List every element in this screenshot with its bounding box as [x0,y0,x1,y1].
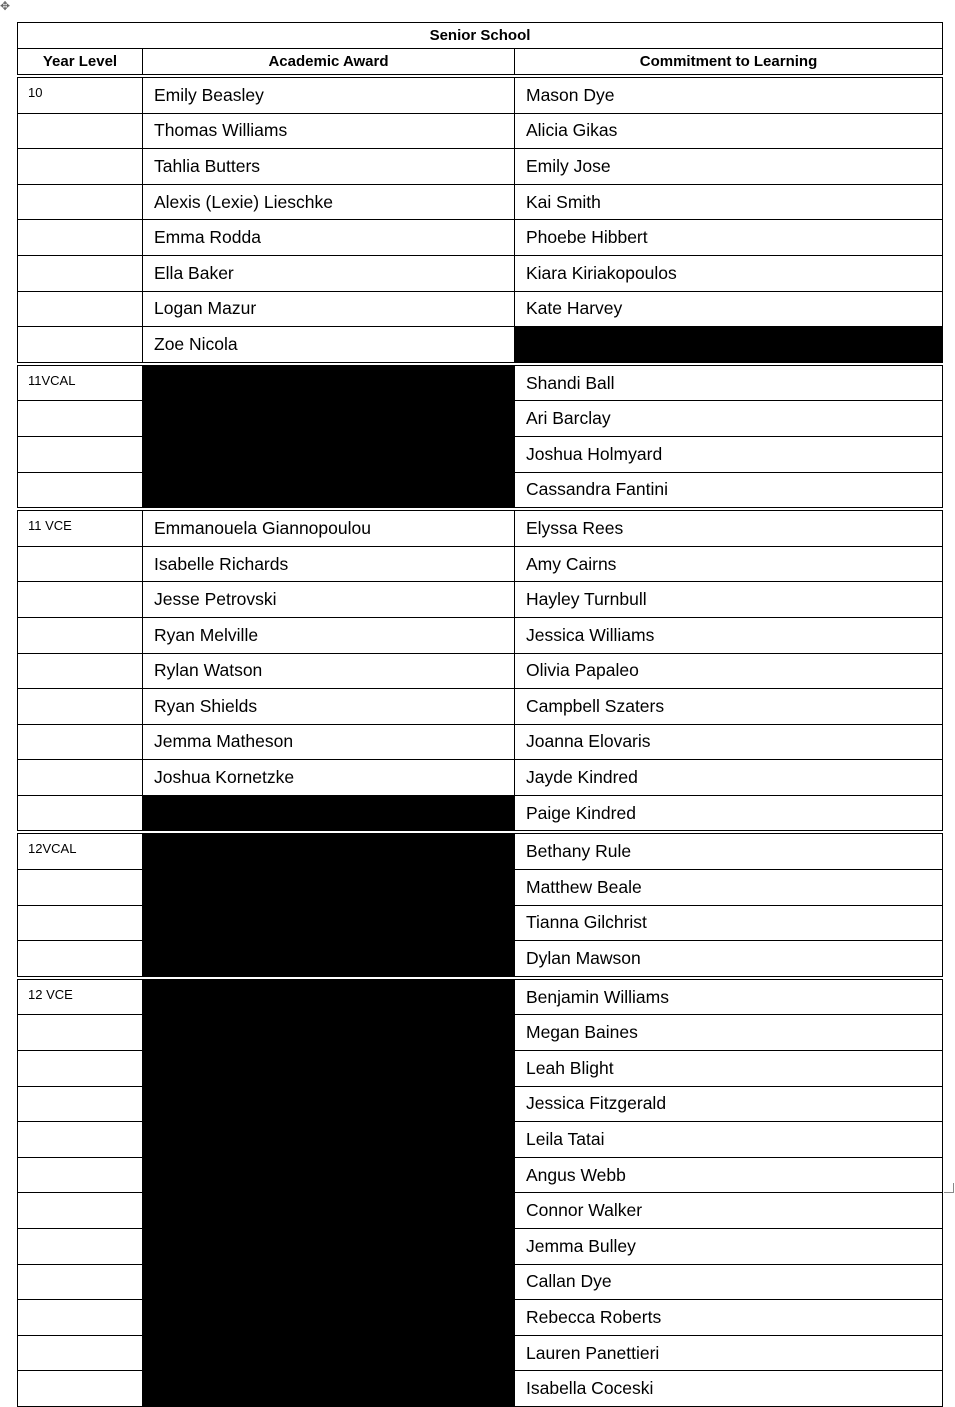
table-row [18,870,943,906]
table-row [18,795,943,832]
redacted-cell [143,1015,515,1051]
commitment-to-learning-cell: Leah Blight [515,1051,943,1087]
commitment-to-learning-cell: Kai Smith [515,184,943,220]
academic-award-cell: Emmanouela Giannopoulou [143,509,515,546]
table-row [18,1051,943,1087]
commitment-to-learning-cell: Megan Baines [515,1015,943,1051]
senior-school-table [17,22,943,1407]
table-title: Senior School [18,23,943,49]
commitment-to-learning-cell: Lauren Panettieri [515,1335,943,1371]
redacted-cell [143,832,515,869]
table-row [18,184,943,220]
academic-award-cell: Ella Baker [143,255,515,291]
commitment-to-learning-cell: Jemma Bulley [515,1229,943,1265]
redacted-cell [143,870,515,906]
redacted-cell [143,1371,515,1407]
table-row [18,509,943,546]
table-row [18,689,943,725]
commitment-to-learning-cell: Isabella Coceski [515,1371,943,1407]
year-level-cell [18,1264,143,1300]
academic-award-cell: Emma Rodda [143,220,515,256]
table-row [18,472,943,509]
year-level-cell [18,760,143,796]
year-level-cell: 11 VCE [18,509,143,546]
commitment-to-learning-cell: Kate Harvey [515,291,943,327]
table-row [18,617,943,653]
header-year-level: Year Level [18,49,143,77]
table-row [18,327,943,364]
commitment-to-learning-cell: Jayde Kindred [515,760,943,796]
commitment-to-learning-cell: Rebecca Roberts [515,1300,943,1336]
redacted-cell [143,1335,515,1371]
commitment-to-learning-cell: Cassandra Fantini [515,472,943,509]
year-level-cell [18,401,143,437]
table-row [18,1229,943,1265]
table-row [18,724,943,760]
table-row [18,220,943,256]
redacted-cell [143,436,515,472]
redacted-cell [143,941,515,978]
redacted-cell [143,905,515,941]
redacted-cell [143,1300,515,1336]
academic-award-cell: Zoe Nicola [143,327,515,364]
commitment-to-learning-cell: Bethany Rule [515,832,943,869]
academic-award-cell: Thomas Williams [143,113,515,149]
table-row [18,978,943,1015]
table-row [18,113,943,149]
table-row [18,1122,943,1158]
redacted-cell [143,1264,515,1300]
commitment-to-learning-cell: Hayley Turnbull [515,582,943,618]
commitment-to-learning-cell: Ari Barclay [515,401,943,437]
redacted-cell [143,1086,515,1122]
commitment-to-learning-cell: Alicia Gikas [515,113,943,149]
table-row [18,1015,943,1051]
year-level-cell [18,184,143,220]
year-level-cell [18,905,143,941]
table-row [18,546,943,582]
commitment-to-learning-cell: Jessica Fitzgerald [515,1086,943,1122]
redacted-cell [143,1122,515,1158]
academic-award-cell: Alexis (Lexie) Lieschke [143,184,515,220]
table-row [18,76,943,113]
commitment-to-learning-cell: Kiara Kiriakopoulos [515,255,943,291]
year-level-cell [18,1015,143,1051]
redacted-cell [143,978,515,1015]
table-row [18,1157,943,1193]
year-level-cell [18,870,143,906]
year-level-cell [18,689,143,725]
year-level-cell [18,941,143,978]
table-body [18,76,943,1406]
year-level-cell [18,1157,143,1193]
table-row [18,364,943,401]
header-commitment-to-learning: Commitment to Learning [515,49,943,77]
redacted-cell [143,364,515,401]
commitment-to-learning-cell: Jessica Williams [515,617,943,653]
table-row [18,149,943,185]
year-level-cell [18,1229,143,1265]
year-level-cell [18,1300,143,1336]
table-row [18,760,943,796]
table-row [18,832,943,869]
academic-award-cell: Joshua Kornetzke [143,760,515,796]
redacted-cell [515,327,943,364]
year-level-cell [18,436,143,472]
redacted-cell [143,795,515,832]
year-level-cell [18,255,143,291]
year-level-cell [18,472,143,509]
commitment-to-learning-cell: Matthew Beale [515,870,943,906]
table-row [18,1086,943,1122]
table-row [18,1335,943,1371]
commitment-to-learning-cell: Paige Kindred [515,795,943,832]
year-level-cell [18,546,143,582]
commitment-to-learning-cell: Benjamin Williams [515,978,943,1015]
commitment-to-learning-cell: Amy Cairns [515,546,943,582]
redacted-cell [143,1193,515,1229]
year-level-cell [18,1371,143,1407]
table-row [18,582,943,618]
academic-award-cell: Ryan Melville [143,617,515,653]
table-resize-handle-icon[interactable] [944,1183,954,1193]
redacted-cell [143,1157,515,1193]
table-row [18,255,943,291]
redacted-cell [143,1051,515,1087]
table-row [18,1193,943,1229]
year-level-cell [18,327,143,364]
table-row [18,905,943,941]
commitment-to-learning-cell: Callan Dye [515,1264,943,1300]
table-row [18,291,943,327]
academic-award-cell: Emily Beasley [143,76,515,113]
year-level-cell [18,1051,143,1087]
year-level-cell [18,1193,143,1229]
commitment-to-learning-cell: Elyssa Rees [515,509,943,546]
year-level-cell: 12 VCE [18,978,143,1015]
academic-award-cell: Jesse Petrovski [143,582,515,618]
year-level-cell [18,149,143,185]
header-academic-award: Academic Award [143,49,515,77]
year-level-cell [18,220,143,256]
commitment-to-learning-cell: Shandi Ball [515,364,943,401]
year-level-cell [18,1086,143,1122]
year-level-cell [18,1122,143,1158]
table-row [18,1264,943,1300]
table-move-handle-icon[interactable]: ✥ [0,0,11,13]
commitment-to-learning-cell: Emily Jose [515,149,943,185]
year-level-cell: 10 [18,76,143,113]
commitment-to-learning-cell: Connor Walker [515,1193,943,1229]
year-level-cell [18,1335,143,1371]
year-level-cell: 12VCAL [18,832,143,869]
commitment-to-learning-cell: Olivia Papaleo [515,653,943,689]
year-level-cell [18,617,143,653]
commitment-to-learning-cell: Tianna Gilchrist [515,905,943,941]
academic-award-cell: Logan Mazur [143,291,515,327]
redacted-cell [143,401,515,437]
year-level-cell [18,113,143,149]
table-row [18,941,943,978]
commitment-to-learning-cell: Angus Webb [515,1157,943,1193]
year-level-cell [18,724,143,760]
redacted-cell [143,472,515,509]
table-row [18,401,943,437]
table-row [18,436,943,472]
table-row [18,1300,943,1336]
table-row [18,653,943,689]
commitment-to-learning-cell: Leila Tatai [515,1122,943,1158]
year-level-cell [18,291,143,327]
academic-award-cell: Tahlia Butters [143,149,515,185]
commitment-to-learning-cell: Campbell Szaters [515,689,943,725]
year-level-cell [18,582,143,618]
year-level-cell [18,653,143,689]
academic-award-cell: Isabelle Richards [143,546,515,582]
commitment-to-learning-cell: Mason Dye [515,76,943,113]
commitment-to-learning-cell: Dylan Mawson [515,941,943,978]
year-level-cell [18,795,143,832]
year-level-cell: 11VCAL [18,364,143,401]
academic-award-cell: Jemma Matheson [143,724,515,760]
commitment-to-learning-cell: Joanna Elovaris [515,724,943,760]
commitment-to-learning-cell: Phoebe Hibbert [515,220,943,256]
commitment-to-learning-cell: Joshua Holmyard [515,436,943,472]
redacted-cell [143,1229,515,1265]
table-row [18,1371,943,1407]
academic-award-cell: Rylan Watson [143,653,515,689]
academic-award-cell: Ryan Shields [143,689,515,725]
